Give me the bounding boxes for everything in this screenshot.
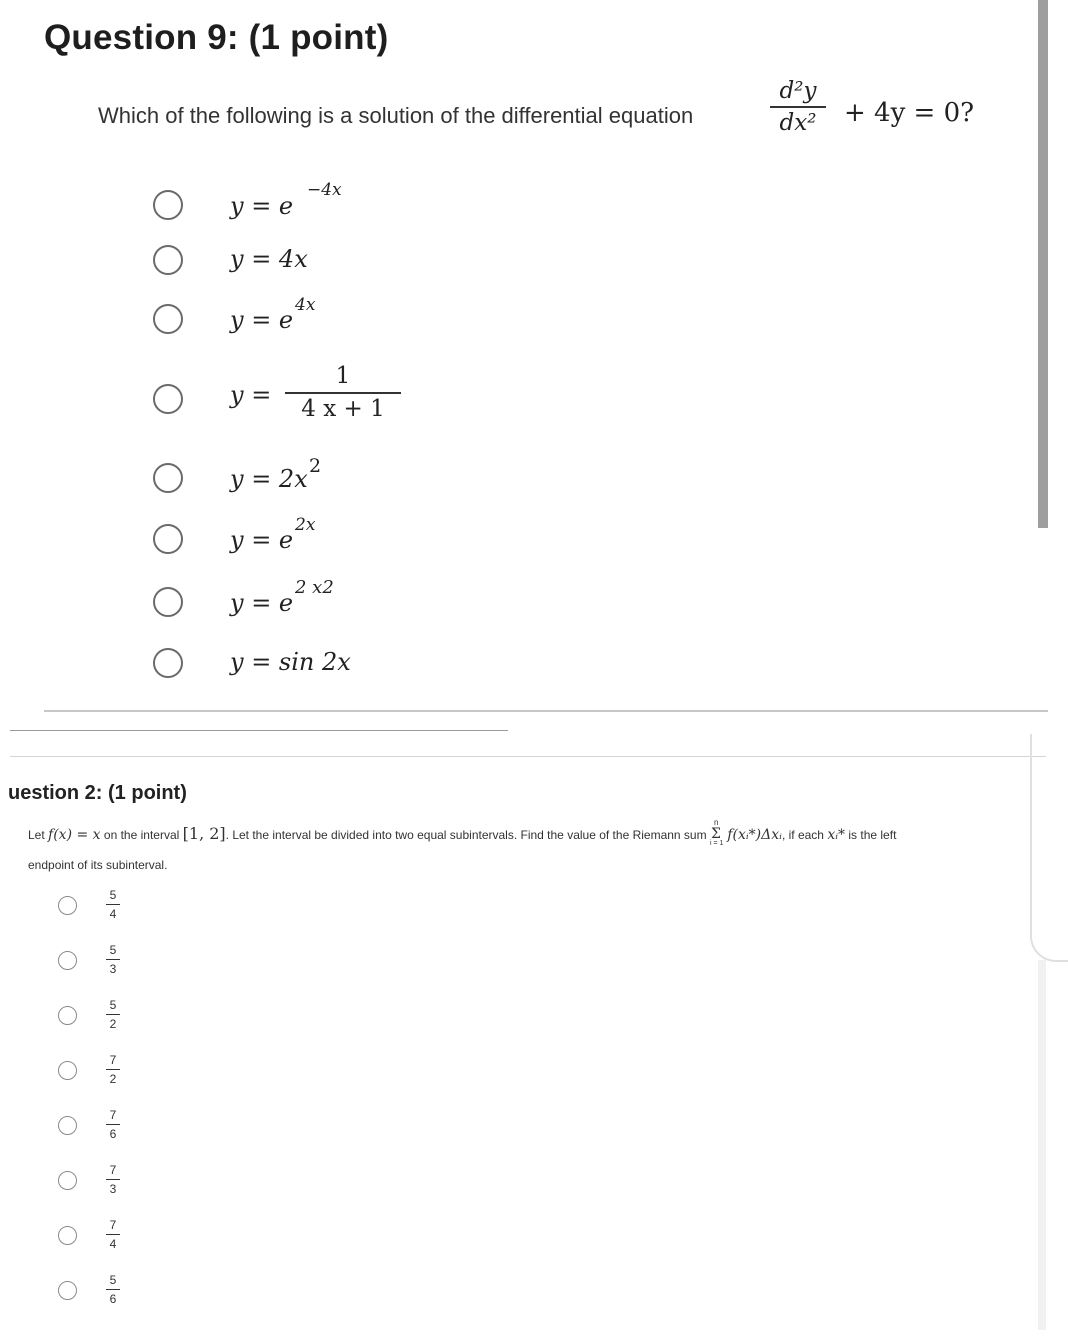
interval-expression: [1, 2] — [182, 824, 226, 843]
sum-body: f(xᵢ*)Δxᵢ — [727, 827, 782, 843]
q2-option-1[interactable] — [58, 888, 258, 928]
prompt-text: if each — [788, 828, 824, 842]
function-expression: f(x) = x — [48, 827, 101, 843]
radio-button[interactable] — [58, 1061, 77, 1080]
q2-option-8[interactable] — [58, 1273, 258, 1313]
option-expression: y = e — [230, 589, 294, 617]
prompt-text: Let — [28, 828, 45, 842]
q9-option-8[interactable] — [153, 648, 753, 692]
option-exponent: −4x — [307, 180, 342, 200]
fraction — [106, 1108, 120, 1141]
numerator: 7 — [106, 1053, 120, 1070]
numerator: 5 — [106, 943, 120, 960]
question-9-prompt: Which of the following is a solution of the differential equation — [98, 103, 694, 128]
numerator: 7 — [106, 1218, 120, 1235]
fraction — [106, 888, 120, 921]
radio-button[interactable] — [153, 190, 183, 220]
q9-option-1[interactable] — [153, 180, 753, 234]
denominator: 4 — [109, 907, 117, 921]
equation-rest: + 4y = 0? — [844, 98, 975, 128]
radio-button[interactable] — [58, 896, 77, 915]
radio-button[interactable] — [58, 1226, 77, 1245]
sum-sigma: Σ — [710, 825, 721, 842]
radio-button[interactable] — [58, 1006, 77, 1025]
q9-option-5[interactable] — [153, 455, 753, 507]
denominator: 2 — [109, 1017, 117, 1031]
radio-button[interactable] — [153, 587, 183, 617]
radio-button[interactable] — [58, 1171, 77, 1190]
q2-option-6[interactable] — [58, 1163, 258, 1203]
question-9-title: Question 9: (1 point) — [44, 18, 389, 57]
sample-point: xᵢ* — [827, 827, 846, 843]
option-expression: y = 2x — [230, 465, 308, 493]
option-denominator: 4 x + 1 — [301, 396, 385, 422]
denominator: 3 — [109, 962, 117, 976]
option-expression: y = e — [230, 526, 294, 554]
option-expression: y = e — [230, 306, 294, 334]
numerator: 5 — [106, 998, 120, 1015]
denominator: 3 — [109, 1182, 117, 1196]
q9-option-6[interactable] — [153, 515, 753, 568]
option-exponent: 2x — [295, 515, 316, 535]
denominator: 6 — [109, 1292, 117, 1306]
option-lhs: y = — [230, 381, 272, 409]
question-2-prompt: Let f(x) = x on the interval [1, 2]. Let the interval be divided into two equal subintervals. Find the value of the Riemann sum n Σ i = 1 f(xᵢ*)Δxᵢ, if each xᵢ* is the left — [28, 817, 897, 847]
scrollbar[interactable] — [1038, 0, 1048, 528]
numerator: 7 — [106, 1108, 120, 1125]
radio-button[interactable] — [153, 245, 183, 275]
option-expression: y = 4x — [230, 245, 308, 273]
q9-option-7[interactable] — [153, 577, 753, 631]
q9-option-4[interactable] — [153, 363, 753, 444]
q2-option-5[interactable] — [58, 1108, 258, 1148]
radio-button[interactable] — [58, 1281, 77, 1300]
divider — [10, 756, 1046, 757]
fraction — [106, 998, 120, 1031]
prompt-text: is the left — [848, 828, 897, 842]
q2-option-4[interactable] — [58, 1053, 258, 1093]
numerator: 7 — [106, 1163, 120, 1180]
radio-button[interactable] — [153, 463, 183, 493]
differential-equation — [770, 76, 1030, 166]
q2-option-3[interactable] — [58, 998, 258, 1038]
fraction — [106, 1163, 120, 1196]
numerator: 5 — [106, 888, 120, 905]
numerator: 5 — [106, 1273, 120, 1290]
option-exponent: 2 — [309, 455, 322, 477]
fraction — [106, 1053, 120, 1086]
fraction — [106, 1273, 120, 1306]
denominator: 2 — [109, 1072, 117, 1086]
q2-option-7[interactable] — [58, 1218, 258, 1258]
radio-button[interactable] — [153, 524, 183, 554]
divider — [44, 710, 1048, 712]
sum-lower-limit: i = 1 — [709, 839, 724, 847]
denominator: 4 — [109, 1237, 117, 1251]
fraction — [106, 943, 120, 976]
divider — [10, 730, 508, 731]
option-numerator: 1 — [285, 362, 401, 394]
option-expression: y = e — [230, 192, 294, 220]
equation-denominator: dx² — [779, 110, 817, 136]
radio-button[interactable] — [153, 648, 183, 678]
q2-option-2[interactable] — [58, 943, 258, 983]
side-panel-edge — [1038, 960, 1046, 1330]
sum-upper-limit: n — [713, 817, 719, 827]
equation-numerator: d²y — [770, 76, 826, 108]
radio-button[interactable] — [58, 951, 77, 970]
option-expression: y = sin 2x — [230, 648, 351, 676]
option-exponent: 4x — [295, 295, 316, 315]
radio-button[interactable] — [153, 304, 183, 334]
side-panel-edge — [1030, 734, 1068, 962]
question-2-title: uestion 2: (1 point) — [8, 782, 187, 804]
question-2-prompt-line-2: endpoint of its subinterval. — [28, 858, 168, 872]
fraction — [106, 1218, 120, 1251]
radio-button[interactable] — [153, 384, 183, 414]
prompt-text: on the interval — [103, 828, 180, 842]
summation-symbol — [709, 817, 724, 847]
radio-button[interactable] — [58, 1116, 77, 1135]
option-exponent: 2 x2 — [295, 577, 334, 598]
denominator: 6 — [109, 1127, 117, 1141]
prompt-text: . Let the interval be divided into two equal subintervals. Find the value of the Riemann sum — [225, 828, 707, 842]
q9-option-2[interactable] — [153, 245, 753, 289]
q9-option-3[interactable] — [153, 295, 753, 348]
